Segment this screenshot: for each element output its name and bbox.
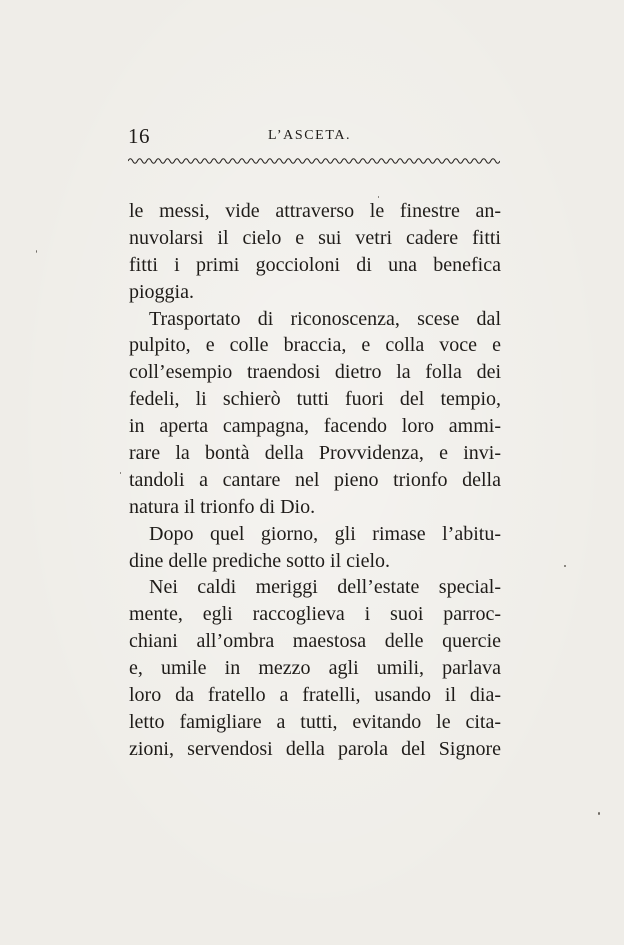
- text-line: fitti i primi goccioloni di una benefica: [129, 253, 501, 276]
- paper-speck: [564, 565, 566, 567]
- text-line: fedeli, li schierò tutti fuori del tempio,: [129, 388, 501, 411]
- text-line: in aperta campagna, facendo loro ammi-: [129, 415, 501, 438]
- text-line: nuvolarsi il cielo e sui vetri cadere fitti: [129, 226, 501, 249]
- text-line: natura il trionfo di Dio.: [129, 495, 316, 518]
- text-line: coll’esempio traendosi dietro la folla dei: [129, 361, 501, 384]
- text-line: mente, egli raccoglieva i suoi parroc-: [129, 603, 501, 626]
- decorative-rule-ornament: [128, 156, 500, 166]
- paper-speck: [36, 250, 37, 253]
- text-line: le messi, vide attraverso le finestre an-: [129, 200, 501, 222]
- paper-speck: [598, 812, 600, 815]
- running-title: L’ASCETA.: [268, 128, 352, 143]
- text-line: chiani all’ombra maestosa delle quercie: [129, 630, 501, 653]
- text-line: dine delle prediche sotto il cielo.: [129, 549, 391, 572]
- running-head: [128, 124, 498, 148]
- text-line: Nei caldi meriggi dell’estate special-: [149, 576, 501, 599]
- text-line: tandoli a cantare nel pieno trionfo della: [129, 468, 501, 491]
- text-line: Dopo quel giorno, gli rimase l’abitu-: [149, 522, 501, 545]
- text-line: Trasportato di riconoscenza, scese dal: [149, 307, 501, 330]
- text-line: rare la bontà della Provvidenza, e invi-: [129, 442, 501, 465]
- page-number: 16: [128, 124, 150, 148]
- paper-speck: [378, 196, 379, 198]
- text-line: letto famigliare a tutti, evitando le cita-: [129, 710, 501, 733]
- body-text: [129, 198, 501, 763]
- text-line: loro da fratello a fratelli, usando il dia-: [129, 684, 501, 707]
- text-line: e, umile in mezzo agli umili, parlava: [129, 657, 501, 680]
- paper-speck: [120, 472, 121, 474]
- text-line: pulpito, e colle braccia, e colla voce e: [129, 334, 501, 357]
- text-line: pioggia.: [129, 280, 194, 303]
- text-line: zioni, servendosi della parola del Signore: [129, 737, 501, 760]
